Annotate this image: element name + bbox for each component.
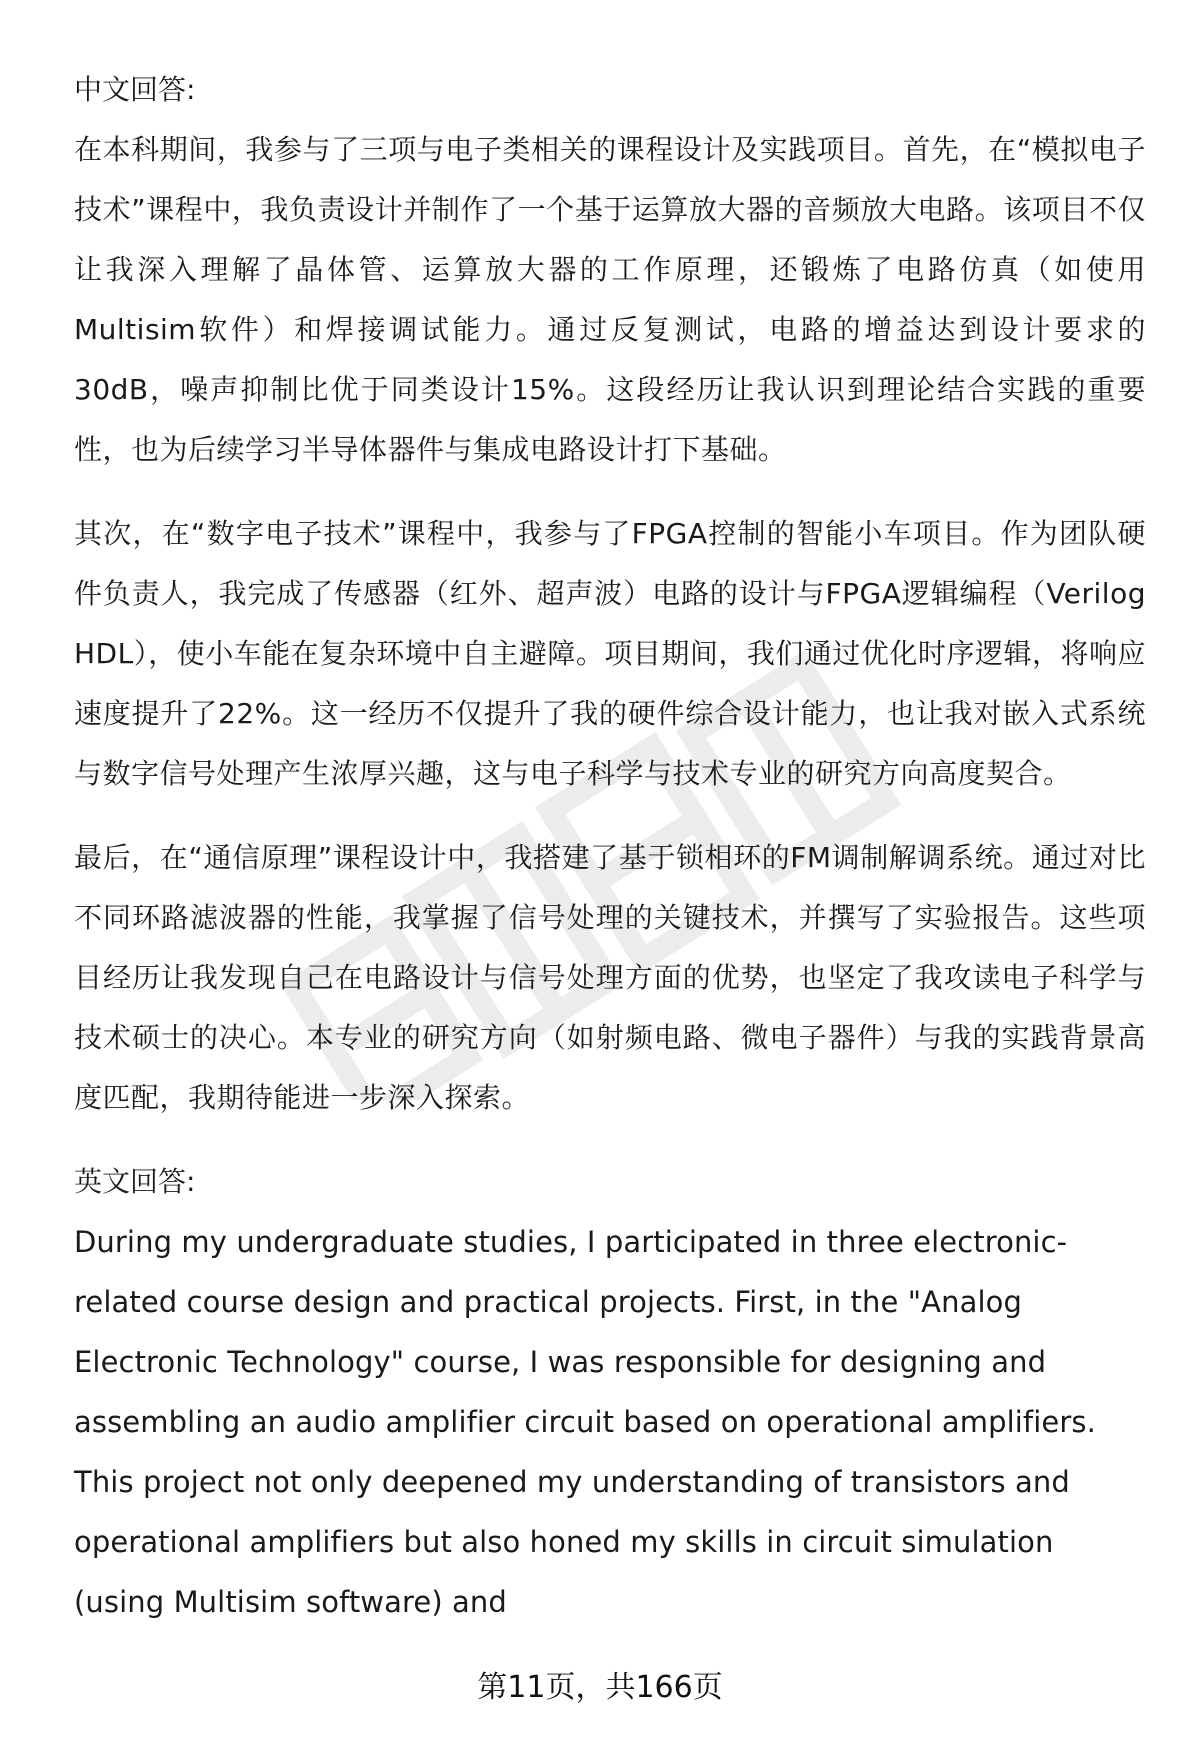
chinese-answer-label: 中文回答: — [74, 73, 196, 106]
chinese-paragraph-1: 在本科期间，我参与了三项与电子类相关的课程设计及实践项目。首先，在“模拟电子技术”课程中，我负责设计并制作了一个基于运算放大器的音频放大电路。该项目不仅让我深入理解了晶体管、运算放大器的工作原理，还锻炼了电路仿真（如使用Multisim软件）和焊接调试能力。通过反复测试，电路的增益达到设计要求的30dB，噪声抑制比优于同类设计15%。这段经历让我认识到理论结合实践的重要性，也为后续学习半导体器件与集成电路设计打下基础。 — [74, 133, 1146, 466]
chinese-paragraph-3: 最后，在“通信原理”课程设计中，我搭建了基于锁相环的FM调制解调系统。通过对比不同环路滤波器的性能，我掌握了信号处理的关键技术，并撰写了实验报告。这些项目经历让我发现自己在电路设计与信号处理方面的优势，也坚定了我攻读电子科学与技术硕士的决心。本专业的研究方向（如射频电路、微电子器件）与我的实践背景高度匹配，我期待能进一步深入探索。 — [74, 841, 1146, 1114]
chinese-paragraph-2: 其次，在“数字电子技术”课程中，我参与了FPGA控制的智能小车项目。作为团队硬件负责人，我完成了传感器（红外、超声波）电路的设计与FPGA逻辑编程（Verilog HDL），使小车能在复杂环境中自主避障。项目期间，我们通过优化时序逻辑，将响应速度提升了22%。这一经历不仅提升了我的硬件综合设计能力，也让我对嵌入式系统与数字信号处理产生浓厚兴趣，这与电子科学与技术专业的研究方向高度契合。 — [74, 517, 1146, 790]
english-answer-label: 英文回答: — [74, 1165, 196, 1198]
english-paragraph-1: During my undergraduate studies, I participated in three electronic-related course design and practical projects. First, in the "Analog Electronic Technology" course, I was responsible for designing and assembling an audio amplifier circuit based on operational amplifiers. This project not only deepened my understanding of transistors and operational amplifiers but also honed my skills in circuit simulation (using Multisim software) and — [74, 1225, 1096, 1619]
content-area — [74, 60, 1146, 1632]
page-number-footer: 第11页，共166页 — [477, 1670, 723, 1705]
